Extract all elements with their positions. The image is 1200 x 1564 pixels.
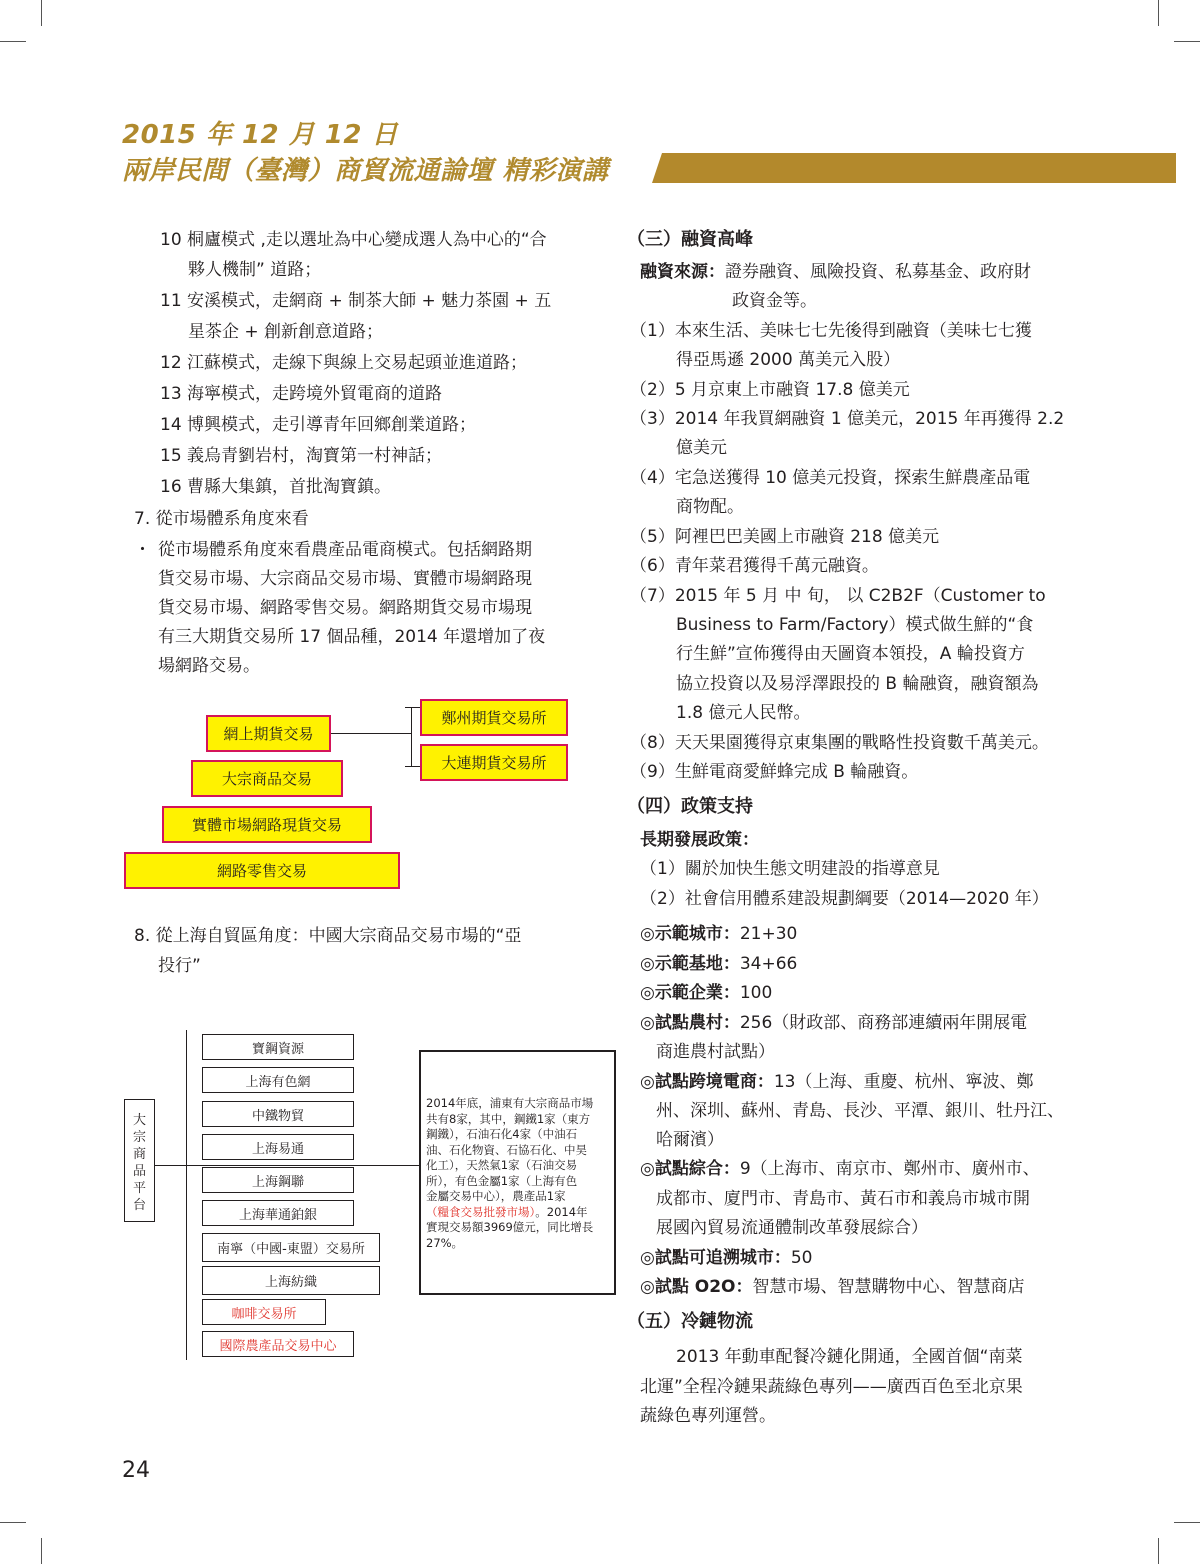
financing-item: 行生鮮”宣佈獲得由天圖資本領投，A 輪投資方 — [676, 644, 1025, 664]
financing-item: 協立投資以及易浮澤跟投的 B 輪融資，融資額為 — [676, 674, 1039, 694]
list-item: 14 博興模式，走引導青年回鄉創業道路； — [160, 415, 477, 435]
financing-item: （5）阿裡巴巴美國上市融資 218 億美元 — [630, 527, 940, 547]
platform-item: 上海鋼聯 — [202, 1167, 354, 1193]
section-5-title: （五）冷鏈物流 — [627, 1311, 753, 1332]
traceable-item: ◎試點可追溯城市：50 — [640, 1248, 813, 1268]
section-7-text: 從市場體系角度來看農產品電商模式。包括網路期 — [158, 540, 532, 560]
platform-item: 上海易通 — [202, 1134, 354, 1160]
financing-item: Business to Farm/Factory）模式做生鮮的“食 — [676, 615, 1034, 635]
section-8-title: 8. 從上海自貿區角度：中國大宗商品交易市場的“亞 — [134, 926, 522, 946]
section-7-title: 7. 從市場體系角度來看 — [134, 509, 309, 529]
financing-item: 得亞馬遜 2000 萬美元入股） — [676, 350, 901, 370]
platform-trunk-line — [186, 1030, 187, 1360]
platform-horizontal-line — [155, 1165, 419, 1166]
dalian-exchange-box: 大連期貨交易所 — [420, 744, 568, 781]
list-item: 13 海寧模式，走跨境外貿電商的道路 — [160, 384, 443, 404]
platform-item: 南寧（中國-東盟）交易所 — [202, 1233, 380, 1262]
cold-chain-text: 北運”全程冷鏈果蔬綠色專列——廣西百色至北京果 — [640, 1377, 1023, 1397]
crop-mark — [1174, 1522, 1200, 1523]
bulk-commodity-box: 大宗商品交易 — [191, 760, 343, 797]
page-number: 24 — [122, 1458, 150, 1483]
cross-border-cont: 哈爾濱） — [656, 1130, 724, 1150]
list-item: 夥人機制” 道路； — [188, 260, 322, 280]
platform-label-box: 大 宗 商 品 平 台 — [124, 1099, 155, 1222]
platform-note-box: 2014年底，浦東有大宗商品市場 共有8家，其中，鋼鐵1家（東方 鋼鐵），石油石化4家（中油石 油、石化物資、石協石化、中昊 化工），天然氣1家（石油交易 所），有色金屬1家（上海有色 金屬交易中心），農產品1家 （糧食交易批發市場）。2014年 實現交易額3969億元，同比增長 27%。 — [419, 1050, 616, 1295]
o2o-item: ◎試點 O2O：智慧市場、智慧購物中心、智慧商店 — [640, 1277, 1025, 1297]
comprehensive-item: ◎試點綜合：9（上海市、南京市、鄭州市、廣州市、 — [640, 1159, 1040, 1179]
financing-item: （7）2015 年 5 月 中 旬， 以 C2B2F（Customer to — [630, 586, 1046, 606]
section-4-title: （四）政策支持 — [627, 796, 753, 817]
demo-item: ◎示範企業：100 — [640, 983, 773, 1003]
cold-chain-text: 蔬綠色專列運營。 — [640, 1406, 776, 1426]
financing-item: （2）5 月京東上市融資 17.8 億美元 — [630, 380, 910, 400]
online-retail-box: 網路零售交易 — [124, 852, 400, 889]
platform-item: 寶鋼資源 — [202, 1034, 354, 1060]
connector-line — [411, 707, 412, 767]
financing-item: 商物配。 — [676, 497, 744, 517]
financing-item: （6）青年菜君獲得千萬元融資。 — [630, 556, 879, 576]
section-3-title: （三）融資高峰 — [627, 229, 753, 250]
policy-item: （2）社會信用體系建設規劃綱要（2014—2020 年） — [640, 889, 1049, 909]
financing-item: （1）本來生活、美味七七先後得到融資（美味七七獲 — [630, 321, 1032, 341]
connector-line — [405, 766, 420, 767]
platform-item: 上海紡織 — [202, 1266, 380, 1295]
financing-item: 1.8 億元人民幣。 — [676, 703, 811, 723]
section-7-text: 貨交易市場、網路零售交易。網路期貨交易市場現 — [158, 598, 532, 618]
section-7-text: 有三大期貨交易所 17 個品種，2014 年還增加了夜 — [158, 627, 546, 647]
demo-item: ◎示範城市：21+30 — [640, 924, 798, 944]
comprehensive-cont: 展國內貿易流通體制改革發展綜合） — [656, 1218, 928, 1238]
cold-chain-text: 2013 年動車配餐冷鏈化開通，全國首個“南菜 — [676, 1347, 1023, 1367]
crop-mark — [41, 0, 42, 26]
list-item: 11 安溪模式，走網商 + 制茶大師 + 魅力茶園 + 五 — [160, 291, 552, 311]
demo-item: ◎示範基地：34+66 — [640, 954, 798, 974]
financing-item: （8）天天果園獲得京東集團的戰略性投資數千萬美元。 — [630, 733, 1049, 753]
financing-item: （4）宅急送獲得 10 億美元投資，探索生鮮農產品電 — [630, 468, 1031, 488]
crop-mark — [0, 1522, 26, 1523]
header-forum-title: 兩岸民間（臺灣）商貿流通論壇 精彩演講 — [122, 156, 609, 186]
cross-border-cont: 州、深圳、蘇州、青島、長沙、平潭、銀川、牡丹江、 — [656, 1101, 1064, 1121]
section-7-text: 貨交易市場、大宗商品交易市場、實體市場網路現 — [158, 569, 532, 589]
financing-source-cont: 政資金等。 — [732, 291, 817, 311]
list-item: 15 義烏青劉岩村，淘寶第一村神話； — [160, 446, 443, 466]
list-item: 10 桐廬模式 ,走以選址為中心變成選人為中心的“合 — [160, 230, 547, 250]
financing-item: 億美元 — [676, 438, 727, 458]
header-gold-band — [652, 153, 1176, 183]
comprehensive-cont: 成都市、廈門市、青島市、黃石市和義烏市城市開 — [656, 1189, 1030, 1209]
demo-item: ◎試點農村：256（財政部、商務部連續兩年開展電 — [640, 1013, 1028, 1033]
online-futures-box: 網上期貨交易 — [206, 715, 331, 752]
list-item: 16 曹縣大集鎮，首批淘寶鎮。 — [160, 477, 392, 497]
demo-item-cont: 商進農村試點） — [656, 1042, 775, 1062]
crop-mark — [41, 1538, 42, 1564]
crop-mark — [0, 41, 26, 42]
policy-item: （1）關於加快生態文明建設的指導意見 — [640, 859, 940, 879]
section-8-title: 投行” — [158, 956, 201, 976]
section-7-text: 場網路交易。 — [158, 656, 260, 676]
cross-border-item: ◎試點跨境電商：13（上海、重慶、杭州、寧波、鄭 — [640, 1072, 1034, 1092]
physical-spot-box: 實體市場網路現貨交易 — [162, 806, 372, 843]
platform-item: 中鐵物貿 — [202, 1101, 354, 1127]
crop-mark — [1174, 41, 1200, 42]
zhengzhou-exchange-box: 鄭州期貨交易所 — [420, 699, 568, 736]
connector-line — [405, 707, 420, 708]
bullet: ・ — [134, 540, 151, 560]
list-item: 12 江蘇模式，走線下與線上交易起頭並進道路； — [160, 353, 528, 373]
platform-item: 咖啡交易所 — [202, 1299, 326, 1325]
platform-item: 國際農產品交易中心 — [202, 1331, 354, 1357]
platform-item: 上海華通鉑銀 — [202, 1200, 354, 1226]
platform-item: 上海有色網 — [202, 1067, 354, 1093]
header-date: 2015 年 12 月 12 日 — [122, 120, 398, 150]
financing-item: （3）2014 年我買網融資 1 億美元，2015 年再獲得 2.2 — [630, 409, 1065, 429]
financing-item: （9）生鮮電商愛鮮蜂完成 B 輪融資。 — [630, 762, 919, 782]
crop-mark — [1158, 1538, 1159, 1564]
crop-mark — [1158, 0, 1159, 26]
long-term-policy-label: 長期發展政策： — [640, 830, 759, 850]
list-item: 星茶企 + 創新創意道路； — [188, 322, 384, 342]
connector-line — [331, 733, 411, 734]
financing-source: 融資來源：證券融資、風險投資、私募基金、政府財 — [640, 262, 1031, 282]
